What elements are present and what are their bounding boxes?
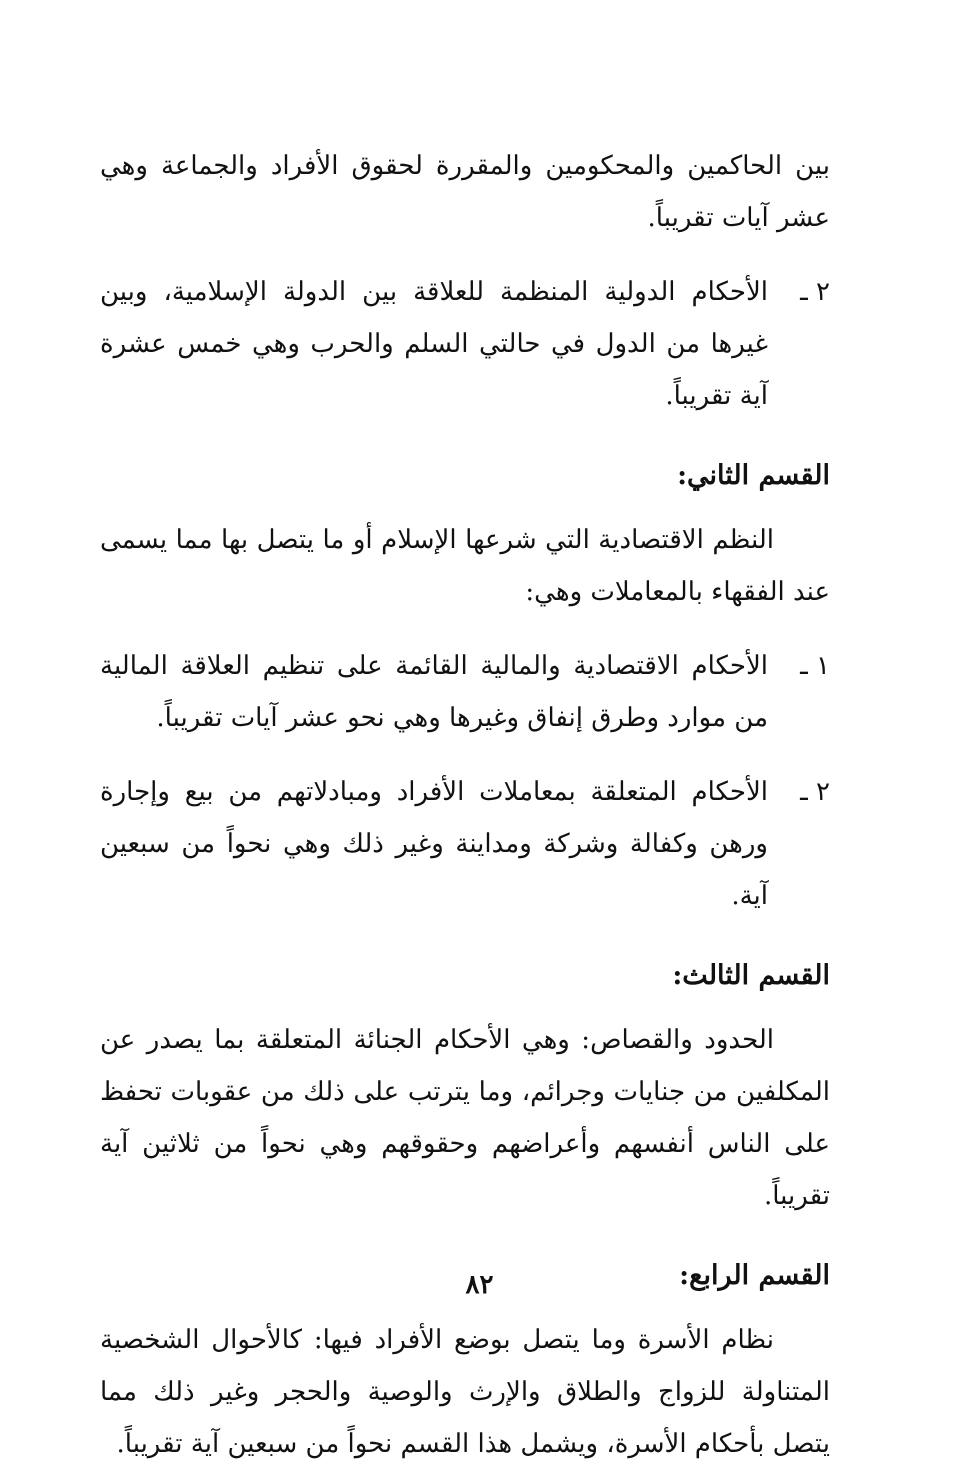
item-text: الأحكام الدولية المنظمة للعلاقة بين الدولة الإسلامية، وبين غيرها من الدول في حالتي السلم والحرب وهي خمس عشرة آية تقريباً.: [100, 277, 768, 411]
section1-item-2: [100, 266, 830, 422]
section2-item-2: [100, 766, 830, 922]
intro-paragraph: بين الحاكمين والمحكومين والمقررة لحقوق الأفراد والجماعة وهي عشر آيات تقريباً.: [100, 151, 830, 233]
section4-paragraph: نظام الأسرة وما يتصل بوضع الأفراد فيها: كالأحوال الشخصية المتناولة للزواج والطلاق والإرث والوصية والحجر وغير ذلك مما يتصل بأحكام الأسرة، ويشمل هذا القسم نحواً من سبعين آية تقريباً.: [100, 1325, 830, 1459]
section2-item-1: [100, 640, 830, 744]
section3-paragraph: الحدود والقصاص: وهي الأحكام الجنائة المتعلقة بما يصدر عن المكلفين من جنايات وجرائم، وما يترتب على ذلك من عقوبات تحفظ على الناس أنفسهم وأعراضهم وحقوقهم وهي نحواً من ثلاثين آية تقريباً.: [100, 1025, 830, 1211]
item-number: ١ ـ: [800, 651, 830, 681]
item-number: ٢ ـ: [800, 277, 830, 307]
page-number: ٨٢: [465, 1270, 494, 1300]
section2-heading: القسم الثاني:: [677, 460, 830, 491]
item-text: الأحكام الاقتصادية والمالية القائمة على تنظيم العلاقة المالية من موارد وطرق إنفاق وغيرها وهي نحو عشر آيات تقريباً.: [100, 651, 768, 733]
item-number: ٢ ـ: [800, 777, 830, 807]
item-text: الأحكام المتعلقة بمعاملات الأفراد ومبادلاتهم من بيع وإجارة ورهن وكفالة وشركة ومداينة وغير ذلك وهي نحواً من سبعين آية.: [100, 777, 768, 911]
section3-heading: القسم الثالث:: [672, 960, 830, 991]
section4-heading: القسم الرابع:: [679, 1260, 830, 1291]
section2-intro: النظم الاقتصادية التي شرعها الإسلام أو ما يتصل بها مما يسمى عند الفقهاء بالمعاملات وهي:: [100, 525, 830, 607]
